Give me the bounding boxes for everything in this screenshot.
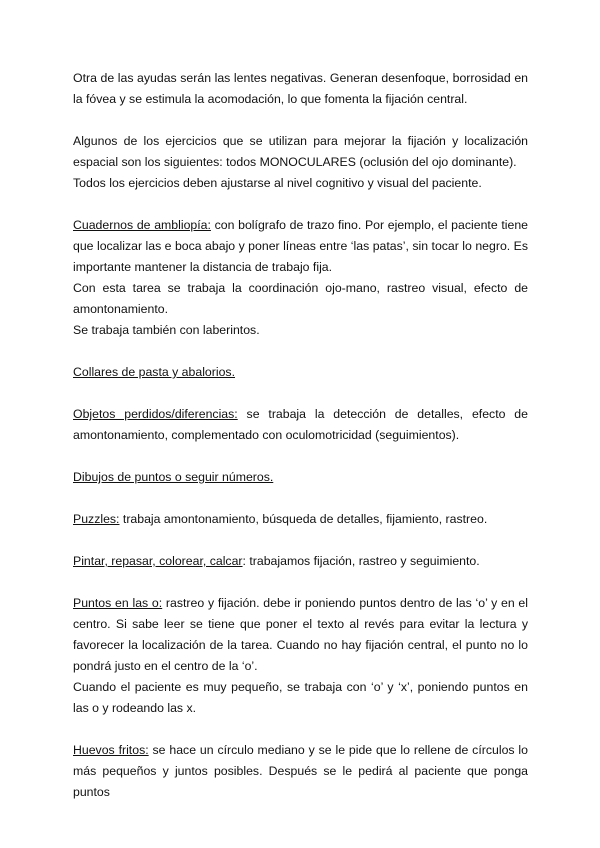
paragraph-cuadernos	[73, 215, 528, 278]
paragraph-ejercicios-intro: Algunos de los ejercicios que se utilizan para mejorar la fijación y localización espacial son los siguientes: todos MONOCULARES (oclusión del ojo dominante).	[73, 134, 528, 169]
paragraph-puntos	[73, 593, 528, 677]
paragraph-puzzles	[73, 509, 528, 530]
paragraph-ejercicios-nivel: Todos los ejercicios deben ajustarse al nivel cognitivo y visual del paciente.	[73, 176, 482, 190]
paragraph-lentes-negativas: Otra de las ayudas serán las lentes negativas. Generan desenfoque, borrosidad en la fóvea y se estimula la acomodación, lo que fomenta la fijación central.	[73, 71, 528, 106]
paragraph-cuadernos-laberintos: Se trabaja también con laberintos.	[73, 323, 260, 337]
paragraph-objetos	[73, 404, 528, 446]
heading-cuadernos: Cuadernos de ambliopía:	[73, 218, 211, 232]
paragraph-pintar	[73, 551, 528, 572]
heading-puntos: Puntos en las o:	[73, 596, 163, 610]
heading-puzzles: Puzzles:	[73, 512, 120, 526]
text-puzzles: trabaja amontonamiento, búsqueda de detalles, fijamiento, rastreo.	[119, 512, 488, 526]
paragraph-dibujos	[73, 467, 528, 488]
heading-huevos: Huevos fritos:	[73, 743, 149, 757]
text-objetos: se trabaja la detección de detalles, efecto de amontonamiento, complementado con oculomotricidad (seguimientos).	[73, 407, 528, 442]
paragraph-collares	[73, 362, 528, 383]
text-cuadernos: con bolígrafo de trazo fino. Por ejemplo, el paciente tiene que localizar las e boca abajo y poner líneas entre ‘las patas’, sin tocar lo negro. Es importante mantener la distancia de trabajo fija.	[73, 218, 529, 274]
paragraph-puntos-pequeno: Cuando el paciente es muy pequeño, se trabaja con ‘o’ y ‘x’, poniendo puntos en las o y rodeando las x.	[73, 680, 528, 715]
text-puntos: rastreo y fijación. debe ir poniendo puntos dentro de las ‘o’ y en el centro. Si sabe leer se tiene que poner el texto al revés para evitar la lectura y favorecer la localización de la tarea. Cuando no hay fijación central, el punto no lo pondrá justo en el centro de la ‘o’.	[73, 596, 528, 673]
heading-pintar: Pintar, repasar, colorear, calcar	[73, 554, 243, 568]
paragraph-cuadernos-coordinacion: Con esta tarea se trabaja la coordinación ojo-mano, rastreo visual, efecto de amontonamiento.	[73, 281, 528, 316]
text-huevos: se hace un círculo mediano y se le pide que lo rellene de círculos lo más pequeños y juntos posibles. Después se le pedirá al paciente que ponga puntos	[73, 743, 528, 799]
paragraph-huevos	[73, 740, 528, 803]
heading-collares: Collares de pasta y abalorios.	[73, 365, 235, 379]
heading-objetos: Objetos perdidos/diferencias:	[73, 407, 238, 421]
text-pintar: : trabajamos fijación, rastreo y seguimiento.	[242, 554, 480, 568]
heading-dibujos: Dibujos de puntos o seguir números.	[73, 470, 274, 484]
